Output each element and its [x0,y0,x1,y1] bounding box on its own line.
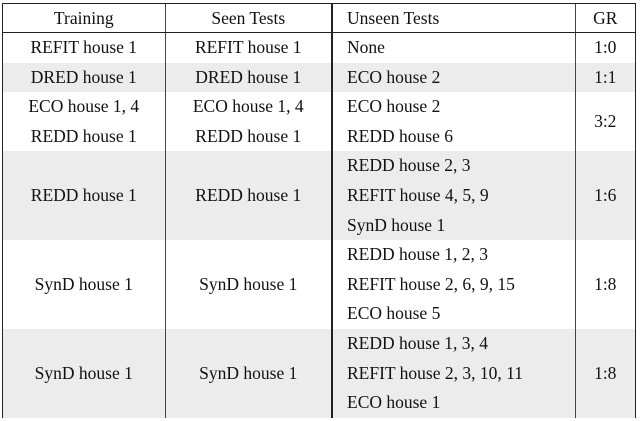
unseen-item: ECO house 2 [347,66,441,87]
training-item: SynD house 1 [34,362,133,383]
unseen-item: REFIT house 2, 3, 10, 11 [347,362,523,383]
unseen-item: REDD house 1, 2, 3 [347,244,488,265]
seen-tests-cell [165,92,332,151]
training-item: REDD house 1 [30,125,137,146]
training-cell [3,329,165,418]
gr-cell: 1:0 [594,37,617,57]
training-item: DRED house 1 [30,66,137,87]
training-item: SynD house 1 [34,273,133,294]
training-item: ECO house 1, 4 [28,96,140,117]
unseen-item: ECO house 1 [347,392,441,413]
header-seen-tests: Seen Tests [165,4,332,33]
table-row [3,240,635,329]
gr-cell: 1:8 [575,329,635,418]
seen-item: REDD house 1 [195,184,302,205]
training-item: REDD house 1 [30,184,137,205]
seen-item: REDD house 1 [195,125,302,146]
table-row [3,33,635,63]
table-row [3,329,635,418]
unseen-item: ECO house 5 [347,303,441,324]
unseen-item: REDD house 6 [347,125,453,146]
gr-cell: 1:1 [575,63,635,93]
seen-tests-cell [165,240,332,329]
seen-item: ECO house 1, 4 [192,96,304,117]
unseen-item: None [347,37,385,57]
unseen-item: REDD house 2, 3 [347,155,471,176]
unseen-tests-cell [332,33,575,63]
unseen-item: REFIT house 4, 5, 9 [347,184,489,205]
unseen-item: REDD house 1, 3, 4 [347,332,488,353]
unseen-item: ECO house 2 [347,96,441,117]
dataset-split-table [3,4,635,418]
unseen-tests-cell [332,151,575,240]
training-item: REFIT house 1 [30,37,138,57]
seen-tests-cell [165,63,332,93]
seen-item: REFIT house 1 [194,37,302,57]
unseen-tests-cell [332,329,575,418]
seen-item: DRED house 1 [195,66,302,87]
training-cell [3,151,165,240]
gr-cell: 1:6 [575,151,635,240]
results-table-frame [2,3,636,418]
table-row [3,63,635,93]
gr-cell: 3:2 [594,110,617,131]
table-row [3,151,635,240]
table-row [3,92,635,151]
gr-cell: 1:8 [594,273,617,294]
header-row [3,4,635,33]
unseen-item: SynD house 1 [347,214,446,235]
training-cell [3,240,165,329]
training-cell [3,63,165,93]
header-training: Training [3,4,165,33]
seen-item: SynD house 1 [199,273,298,294]
header-gr: GR [575,4,635,33]
unseen-item: REFIT house 2, 6, 9, 15 [347,273,515,294]
header-unseen-tests: Unseen Tests [332,4,575,33]
unseen-tests-cell [332,92,575,151]
seen-tests-cell [165,151,332,240]
training-cell [3,92,165,151]
unseen-tests-cell [332,240,575,329]
seen-tests-cell [165,33,332,63]
seen-tests-cell [165,329,332,418]
seen-item: SynD house 1 [199,362,298,383]
unseen-tests-cell [332,63,575,93]
training-cell [3,33,165,63]
